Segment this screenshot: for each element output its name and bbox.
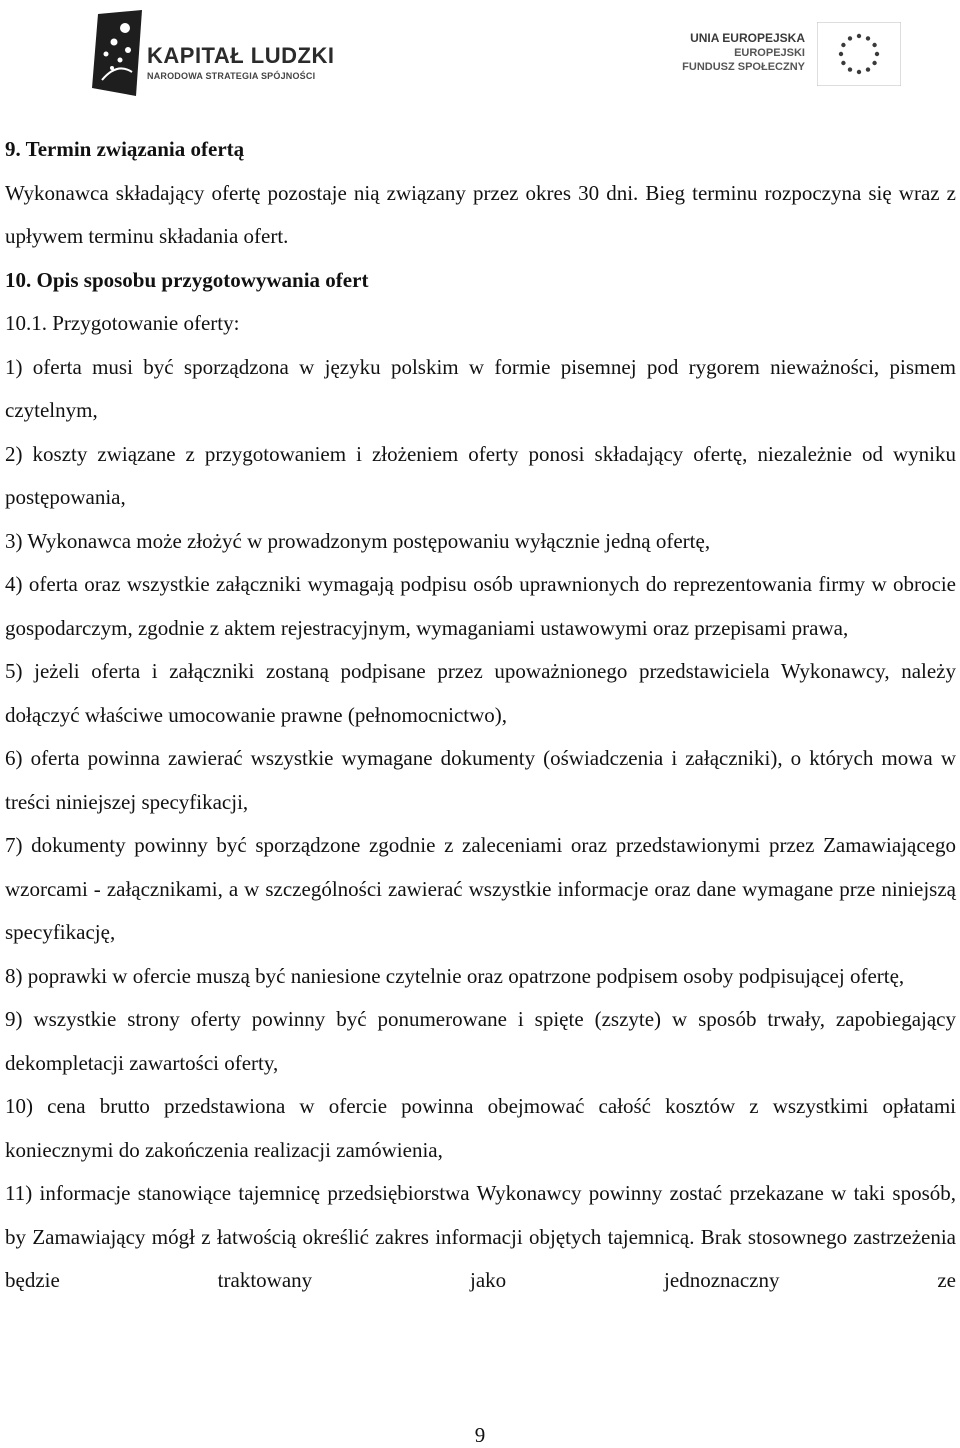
eu-logo-line2: EUROPEJSKI (734, 47, 805, 59)
eu-star-icon (872, 61, 876, 65)
list-item: 6) oferta powinna zawierać wszystkie wymagane dokumenty (oświadczenia i załączniki), o których mowa w treści niniejszej specyfikacji, (5, 746, 956, 814)
section-9-text: Wykonawca składający ofertę pozostaje nią związany przez okres 30 dni. Bieg terminu rozpoczyna się wraz z upływem terminu składania ofert. (5, 180, 956, 248)
eu-star-icon (866, 36, 870, 40)
eu-star-icon (841, 61, 845, 65)
list-item: 3) Wykonawca może złożyć w prowadzonym postępowaniu wyłącznie jedną ofertę, (5, 528, 711, 553)
document-body (5, 128, 956, 1303)
eu-logo-text (682, 30, 805, 74)
page-number: 9 (474, 1423, 486, 1447)
list-item: 2) koszty związane z przygotowaniem i złożeniem oferty ponosi składający ofertę, niezależnie od wyniku postępowania, (5, 441, 956, 509)
left-logo-subtitle: NARODOWA STRATEGIA SPÓJNOŚCI (147, 71, 316, 81)
page-header (0, 0, 960, 110)
eu-star-icon (875, 52, 879, 56)
left-logo-title: KAPITAŁ LUDZKI (147, 43, 335, 68)
list-item: 1) oferta musi być sporządzona w języku polskim w formie pisemnej pod rygorem nieważności, pismem czytelnym, (5, 354, 956, 422)
eu-star-icon (841, 43, 845, 47)
eu-star-icon (872, 43, 876, 47)
eu-star-icon (857, 34, 861, 38)
eu-flag-icon (817, 22, 901, 86)
eu-star-icon (839, 52, 843, 56)
list-item: 7) dokumenty powinny być sporządzone zgodnie z zaleceniami oraz przedstawionymi przez Zamawiającego wzorcami - załącznikami, a w szczególności zawierać wszystkie informacje oraz dane wymagane prze niniejszą specyfikację, (5, 833, 956, 944)
section-10-1-heading: 10.1. Przygotowanie oferty: (5, 311, 240, 335)
list-item: 4) oferta oraz wszystkie załączniki wymagają podpisu osób uprawnionych do reprezentowania firmy w obrocie gospodarczym, zgodnie z aktem rejestracyjnym, wymaganiami ustawowymi oraz przepisami prawa, (5, 572, 956, 640)
kapital-ludzki-emblem-icon (92, 10, 144, 98)
eu-star-icon (866, 67, 870, 71)
section-10-heading: 10. Opis sposobu przygotowywania ofert (5, 267, 369, 292)
eu-logo-line1: UNIA EUROPEJSKA (690, 31, 805, 45)
eu-star-icon (857, 70, 861, 74)
kapital-ludzki-logo (92, 10, 342, 100)
list-item: 8) poprawki w ofercie muszą być naniesione czytelnie oraz opatrzone podpisem osoby podpisującej ofertę, (5, 963, 905, 988)
eu-logo-line3: FUNDUSZ SPOŁECZNY (682, 61, 805, 73)
list-item: 10) cena brutto przedstawiona w ofercie powinna obejmować całość kosztów z wszystkimi opłatami koniecznymi do zakończenia realizacji zamówienia, (5, 1094, 956, 1162)
eu-star-icon (848, 36, 852, 40)
list-item: 5) jeżeli oferta i załączniki zostaną podpisane przez upoważnionego przedstawiciela Wykonawcy, należy dołączyć właściwe umocowanie prawne (pełnomocnictwo), (5, 659, 956, 727)
list-item: 9) wszystkie strony oferty powinny być ponumerowane i spięte (zszyte) w sposób trwały, zapobiegający dekompletacji zawartości oferty, (5, 1007, 956, 1075)
list-item: 11) informacje stanowiące tajemnicę przedsiębiorstwa Wykonawcy powinny zostać przekazane w taki sposób, by Zamawiający mógł z łatwością określić zakres informacji objętych tajemnicą. Brak stosownego zastrzeżenia będzie traktowany jako jednoznaczny ze (5, 1181, 956, 1292)
eu-star-icon (848, 67, 852, 71)
section-9-heading: 9. Termin związania ofertą (5, 137, 245, 161)
eu-logo (665, 22, 905, 92)
